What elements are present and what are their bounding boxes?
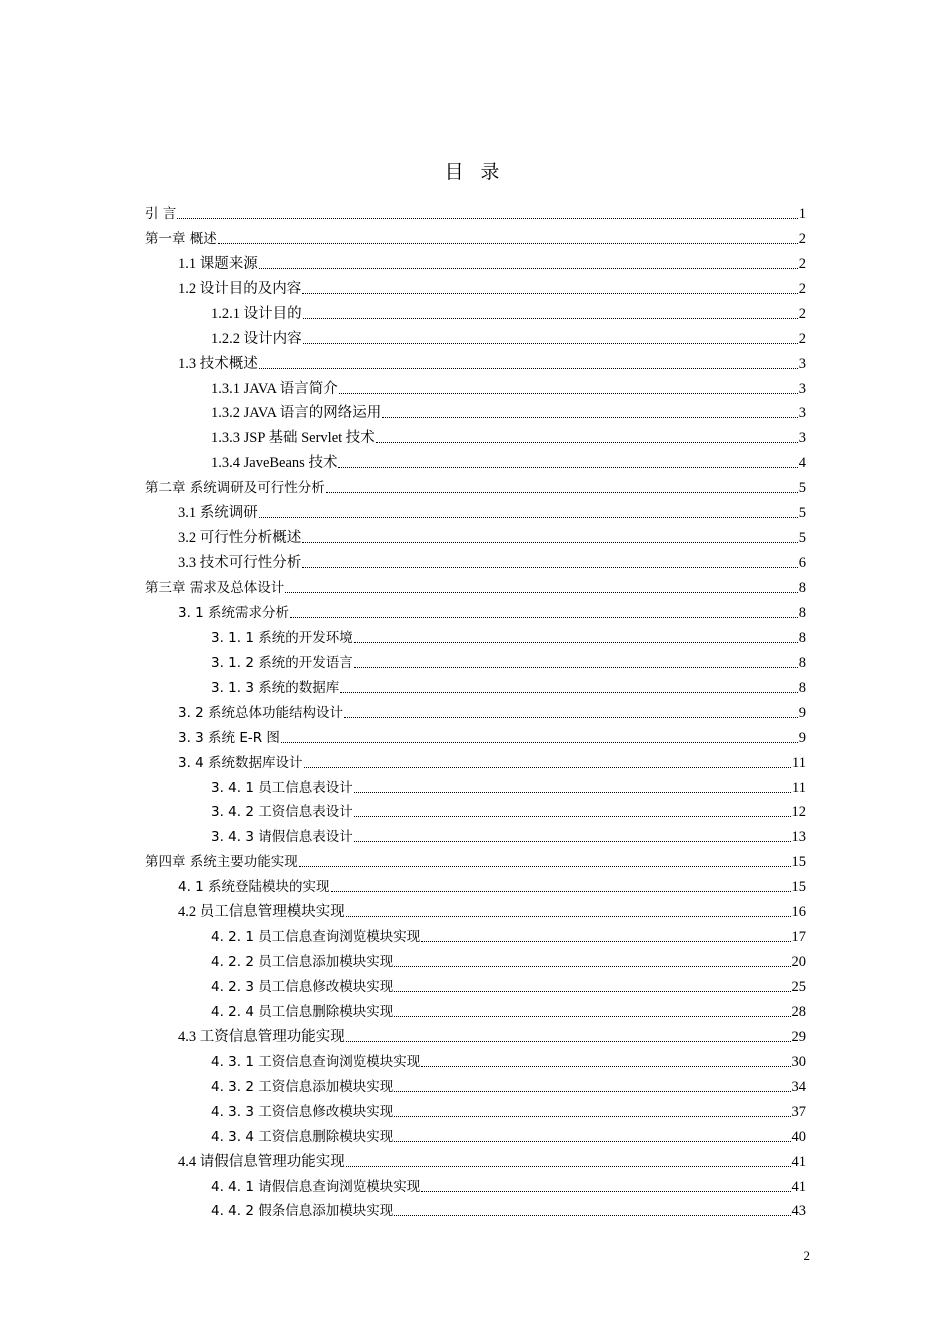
toc-entry-page: 16 [791, 904, 806, 921]
dot-leader [394, 965, 790, 967]
dot-leader [303, 342, 798, 344]
toc-entry-title: 3. 4. 3 请假信息表设计 [211, 829, 353, 846]
toc-entry-title: 1.3.3 JSP 基础 Servlet 技术 [211, 430, 375, 447]
toc-entry[interactable] [145, 1171, 806, 1196]
page-number: 2 [803, 1248, 810, 1263]
dot-leader [281, 741, 798, 743]
toc-entry-page: 5 [798, 505, 806, 522]
toc-entry[interactable] [145, 447, 806, 472]
toc-entry-page: 6 [798, 555, 806, 572]
toc-entry[interactable] [145, 398, 806, 423]
dot-leader [299, 865, 791, 867]
toc-entry[interactable] [145, 1021, 806, 1046]
toc-entry-page: 2 [798, 255, 806, 272]
dot-leader [354, 840, 791, 842]
dot-leader [346, 915, 791, 917]
dot-leader [346, 1165, 791, 1167]
toc-entry[interactable] [145, 472, 806, 497]
toc-entry-title: 4. 4. 1 请假信息查询浏览模块实现 [211, 1178, 421, 1195]
dot-leader [259, 516, 798, 518]
toc-entry[interactable] [145, 821, 806, 846]
toc-entry-title: 4. 3. 2 工资信息添加模块实现 [211, 1078, 394, 1095]
toc-entry-title: 3. 1 系统需求分析 [178, 604, 290, 621]
toc-entry-title: 第二章 系统调研及可行性分析 [145, 480, 325, 497]
toc-entry[interactable] [145, 223, 806, 248]
toc-entry[interactable] [145, 722, 806, 747]
toc-entry-page: 30 [791, 1053, 806, 1070]
dot-leader [394, 1214, 790, 1216]
dot-leader [177, 217, 797, 219]
toc-entry-page: 2 [798, 280, 806, 297]
toc-entry-page: 4 [798, 455, 806, 472]
toc-entry[interactable] [145, 572, 806, 597]
dot-leader [394, 1115, 790, 1117]
toc-entry-page: 20 [791, 954, 806, 971]
dot-leader [338, 466, 797, 468]
toc-entry-title: 第四章 系统主要功能实现 [145, 854, 298, 871]
dot-leader [344, 716, 798, 718]
toc-entry-title: 1.2.1 设计目的 [211, 305, 302, 322]
toc-entry[interactable] [145, 547, 806, 572]
dot-leader [339, 392, 798, 394]
toc-entry[interactable] [145, 772, 806, 797]
toc-entry[interactable] [145, 597, 806, 622]
toc-entry-title: 4. 2. 3 员工信息修改模块实现 [211, 979, 394, 995]
dot-leader [394, 1090, 790, 1092]
dot-leader [326, 491, 798, 493]
toc-entry-page: 11 [792, 779, 806, 796]
toc-entry-page: 9 [798, 704, 806, 721]
toc-entry[interactable] [145, 921, 806, 946]
toc-entry[interactable] [145, 797, 806, 822]
toc-entry[interactable] [145, 996, 806, 1021]
toc-entry[interactable] [145, 348, 806, 373]
toc-entry-title: 3.2 可行性分析概述 [178, 530, 302, 547]
dot-leader [354, 641, 798, 643]
toc-entry-title: 1.2 设计目的及内容 [178, 280, 302, 297]
toc-entry-title: 3. 1. 1 系统的开发环境 [211, 629, 353, 646]
dot-leader [354, 815, 791, 817]
toc-entry-page: 28 [791, 1003, 806, 1020]
toc-entry[interactable] [145, 1196, 806, 1221]
toc-title: 目 录 [444, 162, 506, 183]
dot-leader [302, 541, 798, 543]
toc-entry[interactable] [145, 846, 806, 871]
toc-entry-page: 3 [798, 430, 806, 447]
dot-leader [382, 416, 797, 418]
toc-entry-page: 43 [791, 1203, 806, 1220]
toc-entry-title: 4. 2. 4 员工信息删除模块实现 [211, 1003, 394, 1020]
toc-entry-page: 12 [791, 804, 806, 821]
dot-leader [302, 292, 798, 294]
toc-entry[interactable] [145, 248, 806, 273]
dot-leader [290, 616, 798, 618]
toc-entry-page: 17 [791, 929, 806, 946]
toc-entry-page: 1 [798, 205, 806, 222]
toc-entry-title: 3. 1. 2 系统的开发语言 [211, 654, 353, 671]
toc-entry-title: 4. 1 系统登陆模块的实现 [178, 879, 330, 896]
toc-entry-title: 4.3 工资信息管理功能实现 [178, 1028, 345, 1045]
toc-entry-page: 25 [791, 979, 806, 995]
toc-entry-title: 4. 2. 2 员工信息添加模块实现 [211, 954, 394, 971]
toc-entry-title: 4.2 员工信息管理模块实现 [178, 904, 345, 921]
toc-entry-page: 5 [798, 530, 806, 547]
toc-entry-title: 第一章 概述 [145, 230, 217, 247]
dot-leader [346, 1040, 791, 1042]
dot-leader [340, 691, 798, 693]
dot-leader [331, 890, 791, 892]
toc-entry-title: 第三章 需求及总体设计 [145, 580, 285, 596]
toc-entry[interactable] [145, 373, 806, 398]
dot-leader [302, 566, 798, 568]
toc-entry[interactable] [145, 422, 806, 447]
toc-entry-page: 41 [791, 1178, 806, 1195]
toc-entry-title: 1.1 课题来源 [178, 255, 258, 272]
toc-entry-title: 引 言 [145, 205, 177, 222]
toc-entry-page: 8 [798, 604, 806, 621]
toc-entry-page: 9 [798, 729, 806, 746]
dot-leader [421, 940, 790, 942]
toc-entry-title: 3. 2 系统总体功能结构设计 [178, 704, 344, 721]
toc-entry-page: 2 [798, 305, 806, 322]
toc-entry-title: 1.2.2 设计内容 [211, 330, 302, 347]
toc-entry-page: 40 [791, 1128, 806, 1145]
toc-entry-page: 34 [791, 1078, 806, 1095]
toc-entry-page: 8 [798, 580, 806, 596]
toc-entry[interactable] [145, 298, 806, 323]
dot-leader [354, 666, 798, 668]
toc-entry[interactable] [145, 273, 806, 298]
toc-entry-title: 4.4 请假信息管理功能实现 [178, 1153, 345, 1170]
toc-entry-title: 4. 3. 4 工资信息删除模块实现 [211, 1128, 394, 1145]
toc-entry-page: 2 [798, 330, 806, 347]
toc-entry[interactable] [145, 1096, 806, 1121]
dot-leader [218, 242, 798, 244]
toc-entry-page: 37 [791, 1103, 806, 1120]
dot-leader [421, 1190, 790, 1192]
toc-entry-title: 1.3.4 JaveBeans 技术 [211, 455, 338, 472]
dot-leader [303, 317, 798, 319]
toc-entry-title: 3. 3 系统 E-R 图 [178, 729, 280, 746]
toc-entry[interactable] [145, 697, 806, 722]
toc-entry-page: 29 [791, 1028, 806, 1045]
toc-entry[interactable] [145, 522, 806, 547]
dot-leader [421, 1065, 790, 1067]
toc-entry[interactable] [145, 1071, 806, 1096]
toc-entry-page: 3 [798, 380, 806, 397]
toc-entry-page: 15 [791, 854, 806, 871]
toc-entry-title: 4. 3. 3 工资信息修改模块实现 [211, 1103, 394, 1120]
toc-entry-title: 3. 4. 1 员工信息表设计 [211, 779, 353, 796]
toc-entry[interactable] [145, 672, 806, 697]
toc-entry[interactable] [145, 1146, 806, 1171]
toc-entry[interactable] [145, 323, 806, 348]
toc-entry-page: 13 [791, 829, 806, 846]
toc-entry[interactable] [145, 896, 806, 921]
dot-leader [394, 1015, 790, 1017]
toc-entry-title: 4. 2. 1 员工信息查询浏览模块实现 [211, 929, 421, 946]
toc-entry-page: 5 [798, 480, 806, 497]
toc-entry[interactable] [145, 946, 806, 971]
dot-leader [376, 441, 798, 443]
dot-leader [285, 591, 797, 593]
toc-entry-title: 4. 3. 1 工资信息查询浏览模块实现 [211, 1053, 421, 1070]
toc-entry[interactable] [145, 198, 806, 223]
toc-entry-page: 8 [798, 654, 806, 671]
toc-entry-page: 2 [798, 230, 806, 247]
dot-leader [394, 990, 790, 992]
toc-entry-title: 1.3 技术概述 [178, 355, 258, 372]
toc-entry-page: 11 [792, 754, 806, 771]
toc-entry[interactable] [145, 647, 806, 672]
toc-entry-title: 3. 4 系统数据库设计 [178, 754, 303, 771]
toc-entry[interactable] [145, 1046, 806, 1071]
dot-leader [259, 367, 798, 369]
toc-entry[interactable] [145, 871, 806, 896]
table-of-contents [145, 198, 806, 1220]
dot-leader [354, 791, 791, 793]
toc-entry-title: 1.3.2 JAVA 语言的网络运用 [211, 405, 382, 422]
toc-entry-page: 41 [791, 1153, 806, 1170]
toc-entry-title: 3.3 技术可行性分析 [178, 555, 302, 572]
dot-leader [259, 267, 798, 269]
toc-entry[interactable] [145, 497, 806, 522]
toc-entry-title: 1.3.1 JAVA 语言简介 [211, 380, 338, 397]
toc-entry-page: 15 [791, 879, 806, 896]
toc-entry[interactable] [145, 971, 806, 996]
dot-leader [394, 1140, 790, 1142]
toc-entry[interactable] [145, 622, 806, 647]
toc-entry-title: 4. 4. 2 假条信息添加模块实现 [211, 1203, 394, 1220]
toc-entry-page: 3 [798, 405, 806, 422]
toc-entry-title: 3. 1. 3 系统的数据库 [211, 679, 340, 696]
dot-leader [304, 766, 791, 768]
toc-entry-page: 3 [798, 355, 806, 372]
toc-entry[interactable] [145, 1121, 806, 1146]
toc-entry-title: 3.1 系统调研 [178, 505, 258, 522]
toc-entry-title: 3. 4. 2 工资信息表设计 [211, 804, 353, 821]
toc-entry[interactable] [145, 747, 806, 772]
toc-entry-page: 8 [798, 629, 806, 646]
toc-entry-page: 8 [798, 679, 806, 696]
